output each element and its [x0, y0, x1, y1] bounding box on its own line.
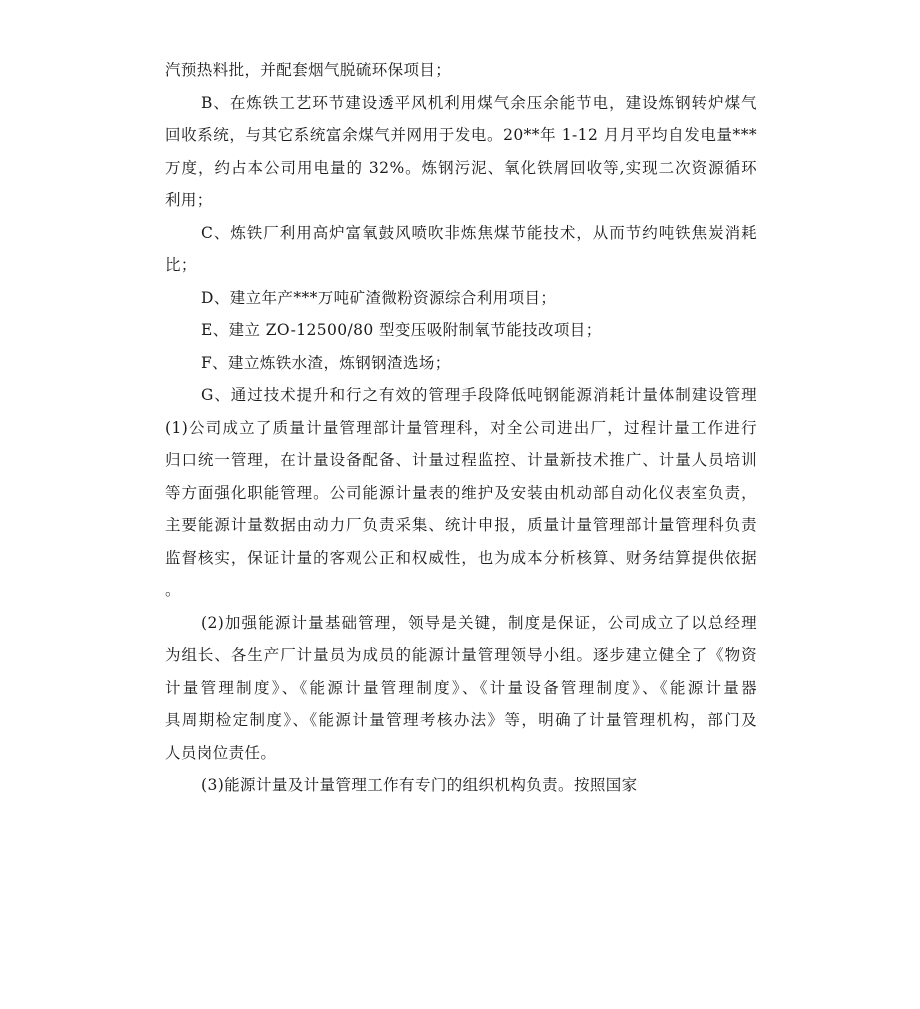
paragraph-line: 归口统一管理，在计量设备配备、计量过程监控、计量新技术推广、计量人员培训	[165, 451, 757, 469]
paragraph-line: 具周期检定制度》、《能源计量管理考核办法》等，明确了计量管理机构，部门及	[165, 711, 757, 729]
paragraph	[165, 314, 757, 347]
paragraph-line: 人员岗位责任。	[165, 743, 277, 762]
paragraph-line: E、建立 ZO-12500/80 型变压吸附制氧节能技改项目；	[201, 321, 602, 339]
paragraph-line: 为组长、各生产厂计量员为成员的能源计量管理领导小组。逐步建立健全了《物资	[165, 646, 757, 664]
paragraph	[165, 217, 757, 282]
paragraph	[165, 347, 757, 380]
paragraph-line: 主要能源计量数据由动力厂负责采集、统计申报，质量计量管理部计量管理科负责	[165, 516, 757, 534]
paragraph-line: 万度，约占本公司用电量的 32%。炼钢污泥、氧化铁屑回收等,实现二次资源循环	[165, 158, 757, 177]
paragraph-line: G、通过技术提升和行之有效的管理手段降低吨钢能源消耗计量体制建设管理	[201, 386, 757, 404]
paragraph-line: 。	[165, 581, 181, 599]
paragraph-line: 计量管理制度》、《能源计量管理制度》、《计量设备管理制度》、《能源计量器	[165, 678, 757, 697]
paragraph	[165, 769, 757, 802]
paragraph-line: (3)能源计量及计量管理工作有专门的组织机构负责。按照国家	[201, 776, 638, 794]
paragraph-line: 利用；	[165, 191, 213, 209]
paragraph-line: F、建立炼铁水渣，炼钢钢渣选场；	[201, 353, 451, 372]
paragraph-line: 回收系统，与其它系统富余煤气并网用于发电。20**年 1-12 月月平均自发电量***	[165, 126, 757, 144]
paragraph	[165, 607, 757, 770]
paragraph-line: (1)公司成立了质量计量管理部计量管理科，对全公司进出厂，过程计量工作进行	[165, 418, 757, 437]
paragraph	[165, 54, 757, 87]
paragraph-line: C、炼铁厂利用高炉富氧鼓风喷吹非炼焦煤节能技术，从而节约吨铁焦炭消耗	[201, 223, 757, 242]
paragraph	[165, 379, 757, 607]
paragraph-line: D、建立年产***万吨矿渣微粉资源综合利用项目；	[201, 288, 557, 307]
paragraph-line: (2)加强能源计量基础管理，领导是关键，制度是保证，公司成立了以总经理	[201, 613, 757, 632]
document-body	[165, 54, 757, 802]
paragraph	[165, 87, 757, 217]
paragraph-line: 等方面强化职能管理。公司能源计量表的维护及安装由机动部自动化仪表室负责，	[165, 483, 757, 502]
paragraph-line: 汽预热料批，并配套烟气脱硫环保项目；	[165, 61, 452, 79]
paragraph-line: 监督核实，保证计量的客观公正和权威性，也为成本分析核算、财务结算提供依据	[165, 548, 757, 567]
paragraph	[165, 282, 757, 315]
paragraph-line: 比；	[165, 256, 197, 274]
paragraph-line: B、在炼铁工艺环节建设透平风机利用煤气余压余能节电，建设炼钢转炉煤气	[201, 93, 757, 112]
